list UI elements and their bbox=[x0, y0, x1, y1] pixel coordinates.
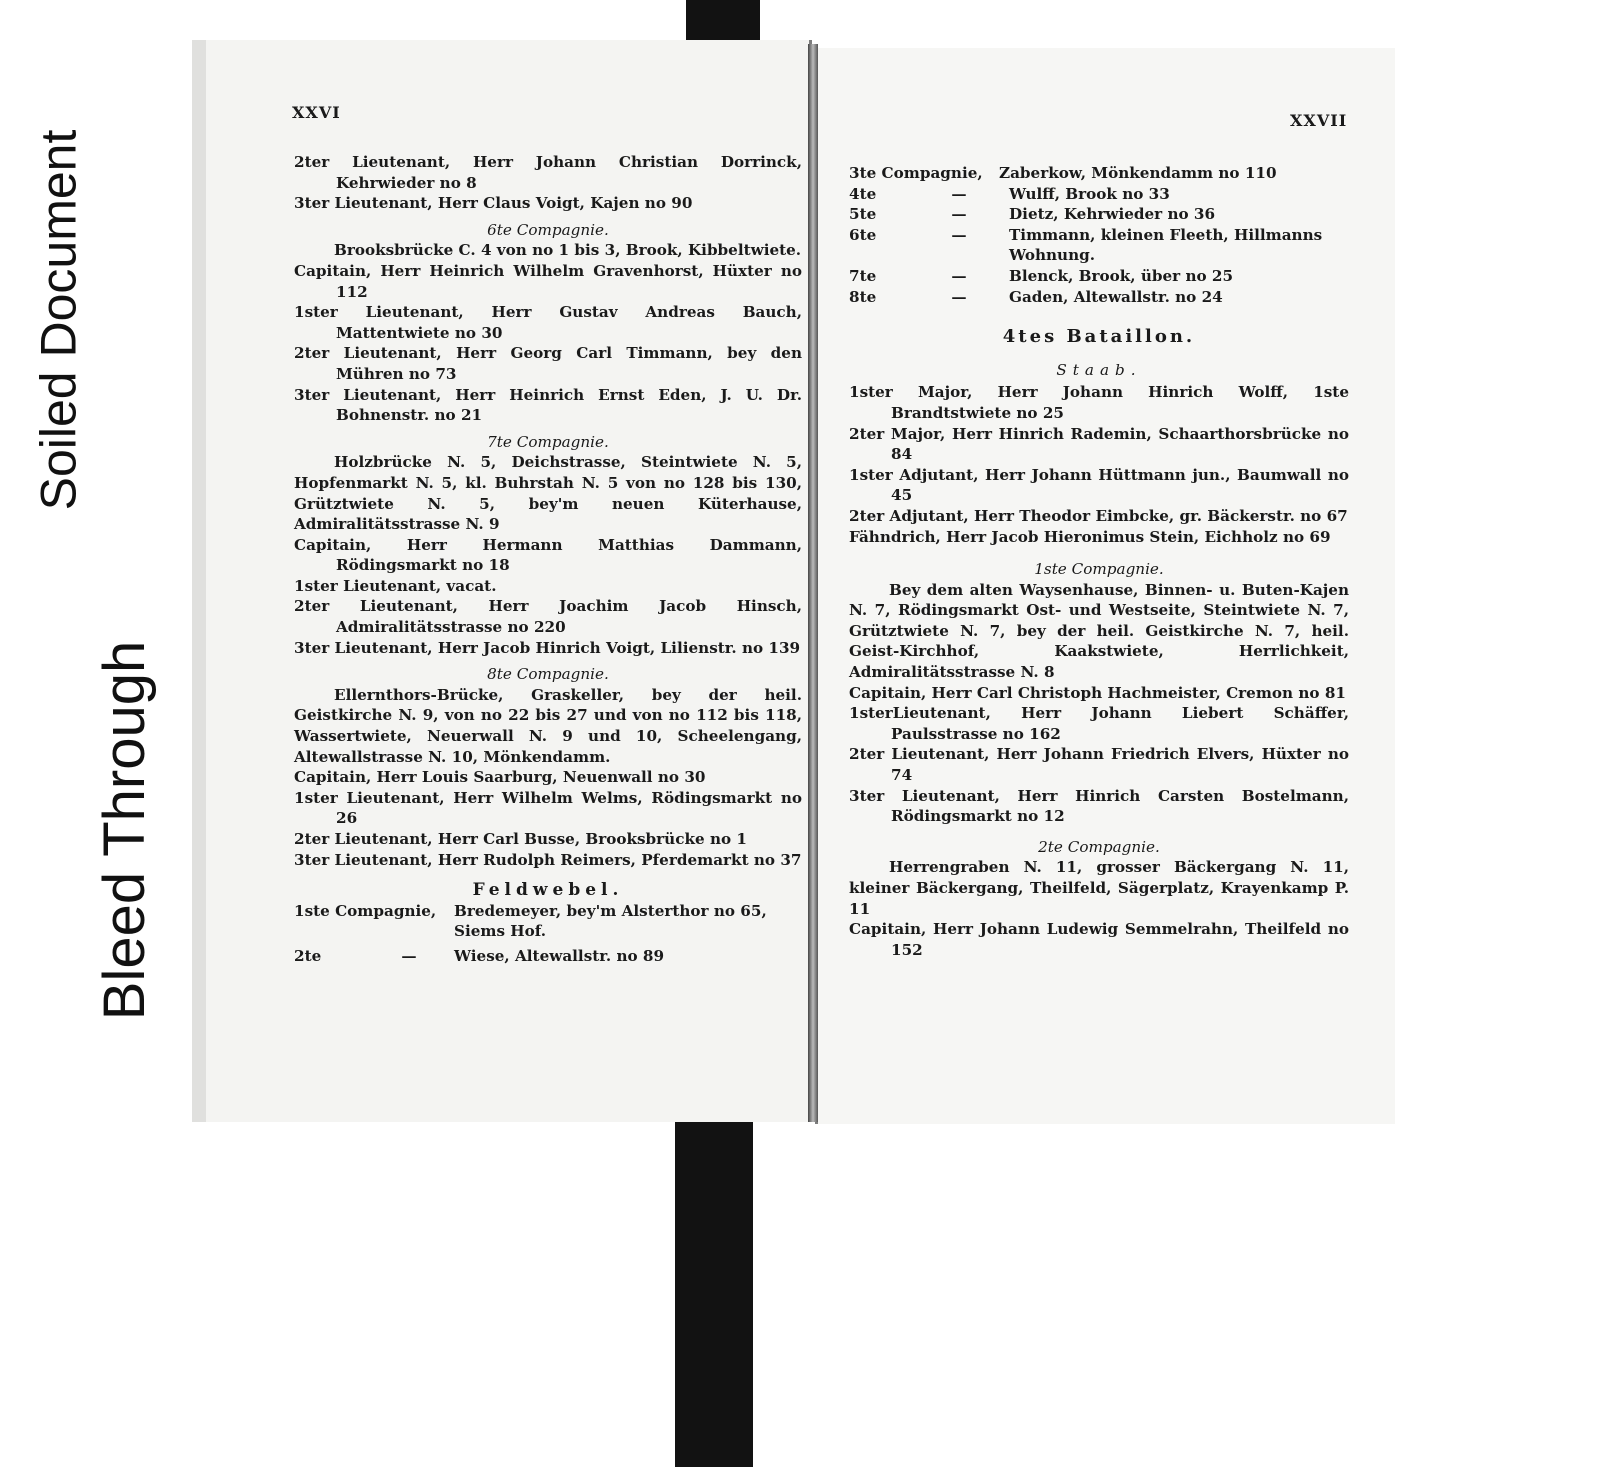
text-entry: 3ter Lieutenant, Herr Heinrich Ernst Eden, J. U. Dr. Bohnenstr. no 21 bbox=[294, 385, 802, 425]
right-page-text bbox=[849, 163, 1349, 960]
section-heading: 7te Compagnie. bbox=[487, 432, 609, 451]
text-entry: 1ster Adjutant, Herr Johann Hüttmann jun., Baumwall no 45 bbox=[849, 465, 1349, 505]
company-cell: 5te bbox=[849, 205, 877, 224]
area-description: Ellernthors-Brücke, Graskeller, bey der heil. Geistkirche N. 9, von no 22 bis 27 und von no 112 bis 118, Wassertwiete, Neuerwall N. 9 und 10, Scheelengang, Altewallstrasse N. 10, Mönkendamm. bbox=[294, 685, 802, 766]
dash-cell: — bbox=[951, 225, 967, 244]
text-entry: 3ter Lieutenant, Herr Hinrich Carsten Bostelmann, Rödingsmarkt no 12 bbox=[849, 786, 1349, 826]
company-row bbox=[849, 204, 1349, 225]
text-entry: Capitain, Herr Heinrich Wilhelm Gravenhorst, Hüxter no 112 bbox=[294, 261, 802, 301]
soiled-document-label bbox=[22, 40, 94, 600]
text-entry: 2ter Lieutenant, Herr Joachim Jacob Hinsch, Admiralitätsstrasse no 220 bbox=[294, 597, 802, 637]
text-entry: 1ster Lieutenant, Herr Gustav Andreas Bauch, Mattentwiete no 30 bbox=[294, 303, 802, 342]
dash-cell: — bbox=[951, 205, 967, 224]
dash-cell: — bbox=[401, 946, 417, 965]
name-cell: Dietz, Kehrwieder no 36 bbox=[1009, 205, 1216, 224]
area-description: Brooksbrücke C. 4 von no 1 bis 3, Brook, Kibbeltwiete. bbox=[334, 241, 802, 260]
company-cell: 6te bbox=[849, 225, 877, 244]
text-entry: 1ster Lieutenant, Herr Wilhelm Welms, Rödingsmarkt no 26 bbox=[294, 788, 802, 828]
section-heading: 1ste Compagnie. bbox=[1034, 560, 1164, 579]
section-heading: 6te Compagnie. bbox=[487, 220, 609, 239]
battalion-heading: 4tes Bataillon. bbox=[1002, 326, 1196, 348]
company-cell: 3te Compagnie, bbox=[849, 164, 983, 182]
text-entry: 2ter Adjutant, Herr Theodor Eimbcke, gr. Bäckerstr. no 67 bbox=[849, 506, 1348, 525]
area-description: Herrengraben N. 11, grosser Bäckergang N. 11, kleiner Bäckergang, Theilfeld, Sägerplatz, Krayenkamp P. 11 bbox=[849, 858, 1349, 918]
name-cell: Bredemeyer, bey'm Alsterthor no 65, Siems Hof. bbox=[454, 901, 767, 941]
section-heading: Staab. bbox=[1056, 360, 1142, 379]
text-entry: 3ter Lieutenant, Herr Claus Voigt, Kajen no 90 bbox=[294, 194, 693, 213]
company-row bbox=[849, 287, 1349, 308]
binding-strip-bottom bbox=[675, 1118, 753, 1467]
dash-cell: — bbox=[951, 184, 967, 203]
area-description: Bey dem alten Waysenhause, Binnen- u. Buten-Kajen N. 7, Rödingsmarkt Ost- und Westseite, Steintwiete N. 7, Grütztwiete N. 7, bey der heil. Geistkirche N. 7, heil. Geist-Kirchhof, Kaakstwiete, Herrlichkeit, Admiralitätsstrasse N. 8 bbox=[849, 580, 1349, 682]
dash-cell: — bbox=[951, 266, 967, 285]
text-entry: 3ter Lieutenant, Herr Jacob Hinrich Voigt, Lilienstr. no 139 bbox=[294, 638, 801, 657]
name-cell: Wiese, Altewallstr. no 89 bbox=[454, 946, 665, 965]
text-entry: 1ster Lieutenant, vacat. bbox=[294, 576, 497, 595]
company-cell: 4te bbox=[849, 184, 877, 203]
text-entry: Capitain, Herr Carl Christoph Hachmeister, Cremon no 81 bbox=[849, 683, 1346, 702]
bleed-through-label bbox=[80, 600, 170, 1060]
company-cell: 1ste Compagnie, bbox=[294, 901, 437, 920]
section-heading: 2te Compagnie. bbox=[1038, 837, 1160, 856]
area-description: Holzbrücke N. 5, Deichstrasse, Steintwiete N. 5, Hopfenmarkt N. 5, kl. Buhrstah N. 5 von no 128 bis 130, Grütztwiete N. 5, bey'm neuen Küterhause, Admiralitätsstrasse N. 9 bbox=[294, 453, 802, 534]
left-page-text bbox=[294, 152, 802, 967]
name-cell: Blenck, Brook, über no 25 bbox=[1009, 266, 1234, 285]
name-cell: Zaberkow, Mönkendamm no 110 bbox=[999, 164, 1277, 182]
text-entry: 2ter Major, Herr Hinrich Rademin, Schaarthorsbrücke no 84 bbox=[849, 424, 1349, 464]
text-entry: 1ster Major, Herr Johann Hinrich Wolff, 1ste Brandtstwiete no 25 bbox=[849, 383, 1349, 422]
name-cell: Gaden, Altewallstr. no 24 bbox=[1009, 287, 1223, 306]
bleed-through-text: Bleed Through bbox=[92, 640, 158, 1020]
company-row bbox=[849, 266, 1349, 287]
text-entry: 1sterLieutenant, Herr Johann Liebert Schäffer, Paulsstrasse no 162 bbox=[849, 704, 1349, 743]
feldwebel-row bbox=[294, 946, 802, 967]
text-entry: Capitain, Herr Johann Ludewig Semmelrahn, Theilfeld no 152 bbox=[849, 920, 1349, 959]
left-page-number: XXVI bbox=[292, 103, 341, 122]
text-entry: 2ter Lieutenant, Herr Johann Christian Dorrinck, Kehrwieder no 8 bbox=[294, 153, 802, 192]
text-entry: Capitain, Herr Louis Saarburg, Neuenwall no 30 bbox=[294, 768, 706, 787]
company-row bbox=[849, 225, 1349, 266]
company-row bbox=[849, 163, 1349, 184]
text-entry: Capitain, Herr Hermann Matthias Dammann, Rödingsmarkt no 18 bbox=[294, 535, 802, 575]
company-cell: 8te bbox=[849, 287, 877, 306]
section-heading: Feldwebel. bbox=[472, 880, 624, 901]
text-entry: 3ter Lieutenant, Herr Rudolph Reimers, Pferdemarkt no 37 bbox=[294, 850, 802, 869]
soiled-document-text: Soiled Document bbox=[30, 129, 87, 511]
company-row bbox=[849, 184, 1349, 205]
feldwebel-row bbox=[294, 901, 802, 942]
book-spine bbox=[808, 44, 818, 1122]
text-entry: 2ter Lieutenant, Herr Johann Friedrich Elvers, Hüxter no 74 bbox=[849, 745, 1349, 785]
name-cell: Timmann, kleinen Fleeth, Hillmanns Wohnung. bbox=[1009, 225, 1323, 265]
dash-cell: — bbox=[951, 287, 967, 306]
text-entry: 2ter Lieutenant, Herr Carl Busse, Brooksbrücke no 1 bbox=[294, 830, 747, 848]
right-page-number: XXVII bbox=[1290, 111, 1348, 130]
text-entry: 2ter Lieutenant, Herr Georg Carl Timmann, bey den Mühren no 73 bbox=[294, 344, 802, 383]
company-cell: 7te bbox=[849, 266, 877, 285]
text-entry: Fähndrich, Herr Jacob Hieronimus Stein, Eichholz no 69 bbox=[849, 527, 1331, 546]
name-cell: Wulff, Brook no 33 bbox=[1009, 184, 1170, 203]
section-heading: 8te Compagnie. bbox=[487, 665, 609, 684]
company-cell: 2te bbox=[294, 946, 322, 965]
